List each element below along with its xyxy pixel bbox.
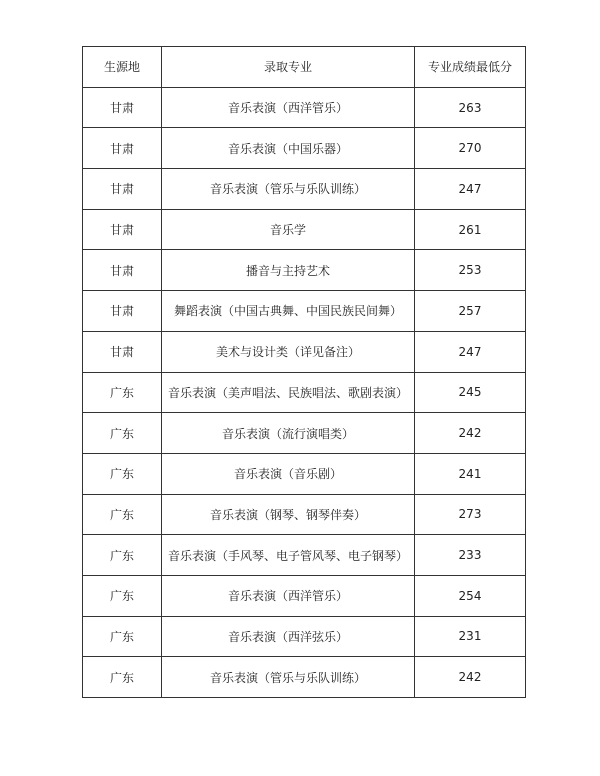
cell-min-score: 233 bbox=[415, 535, 526, 576]
table-row bbox=[83, 453, 526, 494]
cell-min-score: 242 bbox=[415, 413, 526, 454]
cell-min-score: 253 bbox=[415, 250, 526, 291]
cell-major: 音乐表演（美声唱法、民族唱法、歌剧表演） bbox=[162, 372, 415, 413]
cell-origin: 广东 bbox=[83, 413, 162, 454]
cell-major: 播音与主持艺术 bbox=[162, 250, 415, 291]
cell-origin: 甘肃 bbox=[83, 128, 162, 169]
table-row bbox=[83, 128, 526, 169]
table-row bbox=[83, 331, 526, 372]
cell-major: 舞蹈表演（中国古典舞、中国民族民间舞） bbox=[162, 291, 415, 332]
cell-min-score: 257 bbox=[415, 291, 526, 332]
cell-min-score: 254 bbox=[415, 575, 526, 616]
cell-min-score: 231 bbox=[415, 616, 526, 657]
cell-major: 音乐表演（管乐与乐队训练） bbox=[162, 169, 415, 210]
cell-major: 音乐学 bbox=[162, 209, 415, 250]
table-row bbox=[83, 575, 526, 616]
cell-min-score: 241 bbox=[415, 453, 526, 494]
header-major: 录取专业 bbox=[162, 47, 415, 88]
header-min-score: 专业成绩最低分 bbox=[415, 47, 526, 88]
table-row bbox=[83, 169, 526, 210]
cell-major: 音乐表演（西洋弦乐） bbox=[162, 616, 415, 657]
cell-origin: 广东 bbox=[83, 657, 162, 698]
cell-major: 音乐表演（手风琴、电子管风琴、电子钢琴） bbox=[162, 535, 415, 576]
header-origin: 生源地 bbox=[83, 47, 162, 88]
admission-scores-table bbox=[82, 46, 526, 698]
cell-major: 音乐表演（音乐剧） bbox=[162, 453, 415, 494]
table-row bbox=[83, 250, 526, 291]
table-row bbox=[83, 87, 526, 128]
cell-origin: 广东 bbox=[83, 494, 162, 535]
cell-origin: 甘肃 bbox=[83, 209, 162, 250]
table-row bbox=[83, 657, 526, 698]
table-row bbox=[83, 494, 526, 535]
cell-major: 音乐表演（中国乐器） bbox=[162, 128, 415, 169]
cell-min-score: 270 bbox=[415, 128, 526, 169]
table-row bbox=[83, 616, 526, 657]
cell-min-score: 273 bbox=[415, 494, 526, 535]
cell-min-score: 261 bbox=[415, 209, 526, 250]
cell-major: 美术与设计类（详见备注） bbox=[162, 331, 415, 372]
cell-origin: 广东 bbox=[83, 616, 162, 657]
cell-origin: 甘肃 bbox=[83, 250, 162, 291]
table-row bbox=[83, 291, 526, 332]
cell-origin: 广东 bbox=[83, 372, 162, 413]
cell-origin: 甘肃 bbox=[83, 291, 162, 332]
cell-major: 音乐表演（钢琴、钢琴伴奏） bbox=[162, 494, 415, 535]
cell-origin: 甘肃 bbox=[83, 331, 162, 372]
cell-origin: 甘肃 bbox=[83, 169, 162, 210]
cell-min-score: 263 bbox=[415, 87, 526, 128]
cell-major: 音乐表演（流行演唱类） bbox=[162, 413, 415, 454]
cell-major: 音乐表演（西洋管乐） bbox=[162, 575, 415, 616]
table-row bbox=[83, 413, 526, 454]
cell-min-score: 247 bbox=[415, 169, 526, 210]
cell-origin: 广东 bbox=[83, 575, 162, 616]
table-row bbox=[83, 209, 526, 250]
cell-origin: 广东 bbox=[83, 453, 162, 494]
cell-major: 音乐表演（管乐与乐队训练） bbox=[162, 657, 415, 698]
table-row bbox=[83, 372, 526, 413]
cell-major: 音乐表演（西洋管乐） bbox=[162, 87, 415, 128]
table-row bbox=[83, 535, 526, 576]
cell-min-score: 247 bbox=[415, 331, 526, 372]
table-header bbox=[83, 47, 526, 88]
cell-origin: 甘肃 bbox=[83, 87, 162, 128]
table-body bbox=[83, 87, 526, 697]
cell-origin: 广东 bbox=[83, 535, 162, 576]
cell-min-score: 245 bbox=[415, 372, 526, 413]
header-row bbox=[83, 47, 526, 88]
cell-min-score: 242 bbox=[415, 657, 526, 698]
